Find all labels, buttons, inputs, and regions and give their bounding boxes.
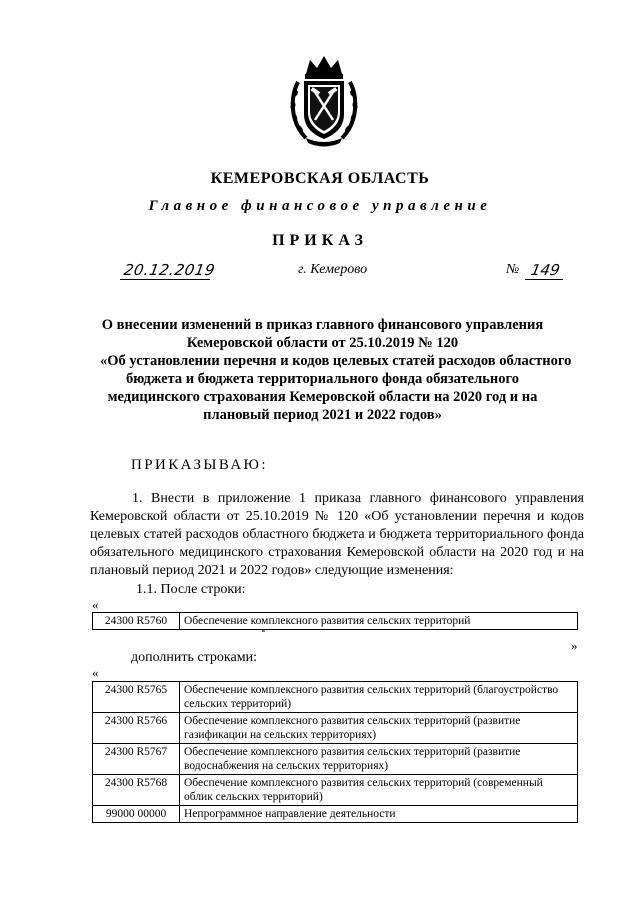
body-paragraph	[90, 490, 584, 580]
row-code: 24300 R5768	[93, 775, 180, 806]
row-name: Обеспечение комплексного развития сельских территорий (развитие водоснабжения на сельских территориях)	[180, 744, 578, 775]
heading-line: бюджета и бюджета территориального фонда обязательного	[125, 371, 519, 387]
table-row	[93, 713, 578, 744]
table-row	[93, 806, 578, 823]
region-name: КЕМЕРОВСКАЯ ОБЛАСТЬ	[210, 170, 430, 187]
row-code: 24300 R5767	[93, 744, 180, 775]
table-row	[93, 682, 578, 713]
add-rows-text: дополнить строками:	[131, 650, 257, 665]
decree-word: ПРИКАЗЫВАЮ:	[131, 457, 268, 473]
heading-line: медицинского страхования Кемеровской области на 2020 год и на	[107, 389, 538, 405]
handwritten-number: 149	[529, 261, 562, 279]
scan-artifact	[262, 630, 265, 632]
heading-line: «Об установлении перечня и кодов целевых статей расходов областного	[100, 353, 572, 369]
date-field	[120, 259, 217, 280]
added-rows-table	[92, 681, 578, 823]
opening-quote: «	[92, 597, 99, 612]
row-code: 99000 00000	[93, 806, 180, 823]
row-name: Непрограммное направление деятельности	[180, 806, 578, 823]
department-name: Главное финансовое управление	[148, 198, 492, 214]
row-code: 24300 R5765	[93, 682, 180, 713]
heading-line: плановый период 2021 и 2022 годов»	[203, 407, 442, 423]
coat-of-arms-emblem	[288, 52, 360, 148]
row-name: Обеспечение комплексного развития сельских территорий (благоустройство сельских территорий)	[180, 682, 578, 713]
opening-quote: «	[92, 665, 99, 680]
row-name: Обеспечение комплексного развития сельских территорий (современный облик сельских территорий)	[180, 775, 578, 806]
row-name: Обеспечение комплексного развития сельских территорий	[180, 613, 578, 630]
kemerovo-coat-of-arms-icon	[288, 52, 360, 148]
paragraph-1: 1. Внести в приложение 1 приказа главного финансового управления Кемеровской области от 25.10.2019 № 120 «Об установлении перечня и кодов целевых статей расходов областного бюджета и бюджета территориального фонда обязательного медицинского страхования Кемеровской области на 2020 год и на плановый период 2021 и 2022 годов» следующие изменения:	[90, 491, 584, 578]
city-label: г. Кемерово	[298, 262, 368, 277]
row-code: 24300 R5766	[93, 713, 180, 744]
row-code: 24300 R5760	[93, 613, 180, 630]
handwritten-date: 20.12.2019	[122, 261, 217, 279]
table-row	[93, 744, 578, 775]
subpoint-1-1: 1.1. После строки:	[136, 582, 246, 597]
number-field	[525, 259, 563, 280]
row-name: Обеспечение комплексного развития сельских территорий (развитие газификации на сельских территориях)	[180, 713, 578, 744]
closing-quote: »	[571, 638, 578, 653]
preceding-row-table	[92, 612, 578, 630]
document-type-title: ПРИКАЗ	[272, 232, 368, 249]
heading-line: О внесении изменений в приказ главного финансового управления	[101, 317, 544, 333]
table-row	[93, 613, 578, 630]
table-row	[93, 775, 578, 806]
number-label: №	[506, 262, 520, 277]
order-heading	[100, 316, 572, 424]
heading-line: Кемеровской области от 25.10.2019 № 120	[186, 335, 459, 351]
